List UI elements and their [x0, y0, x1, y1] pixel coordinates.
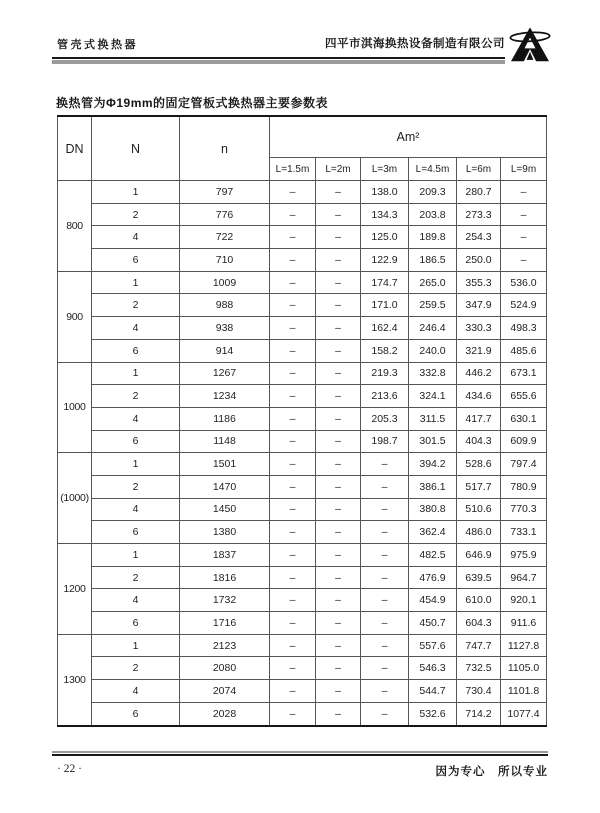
area-value-cell: 770.3 — [501, 498, 547, 521]
area-value-cell: – — [316, 271, 361, 294]
area-value-cell: 355.3 — [457, 271, 501, 294]
area-value-cell: – — [316, 521, 361, 544]
area-value-cell: 797.4 — [501, 453, 547, 476]
area-value-cell: – — [270, 203, 316, 226]
area-value-cell: 714.2 — [457, 702, 501, 725]
area-value-cell: – — [316, 181, 361, 204]
area-value-cell: 646.9 — [457, 544, 501, 567]
area-value-cell: 246.4 — [409, 317, 457, 340]
area-value-cell: 189.8 — [409, 226, 457, 249]
pass-count-cell: 1 — [92, 271, 180, 294]
area-value-cell: – — [361, 475, 409, 498]
tube-count-cell: 988 — [180, 294, 270, 317]
pass-count-cell: 6 — [92, 521, 180, 544]
table-row — [58, 249, 547, 272]
area-value-cell: – — [361, 453, 409, 476]
area-value-cell: 517.7 — [457, 475, 501, 498]
col-header-tubes: n — [180, 116, 270, 181]
area-value-cell: 162.4 — [361, 317, 409, 340]
area-value-cell: 273.3 — [457, 203, 501, 226]
area-value-cell: 324.1 — [409, 385, 457, 408]
area-value-cell: 544.7 — [409, 680, 457, 703]
area-value-cell: – — [361, 566, 409, 589]
footer-rule — [52, 751, 548, 756]
area-value-cell: 532.6 — [409, 702, 457, 725]
pass-count-cell: 2 — [92, 385, 180, 408]
area-value-cell: 386.1 — [409, 475, 457, 498]
area-value-cell: 240.0 — [409, 339, 457, 362]
table-row — [58, 566, 547, 589]
pass-count-cell: 2 — [92, 475, 180, 498]
area-value-cell: 630.1 — [501, 407, 547, 430]
area-value-cell: 476.9 — [409, 566, 457, 589]
area-value-cell: – — [316, 294, 361, 317]
area-value-cell: 404.3 — [457, 430, 501, 453]
dn-cell: 800 — [58, 181, 92, 272]
table-row — [58, 181, 547, 204]
area-value-cell: 454.9 — [409, 589, 457, 612]
area-value-cell: – — [316, 589, 361, 612]
tube-count-cell: 2080 — [180, 657, 270, 680]
pass-count-cell: 4 — [92, 498, 180, 521]
area-value-cell: 259.5 — [409, 294, 457, 317]
area-value-cell: – — [316, 385, 361, 408]
table-row — [58, 589, 547, 612]
pass-count-cell: 6 — [92, 430, 180, 453]
parameters-table-head — [58, 116, 547, 181]
col-header-n: N — [92, 116, 180, 181]
pass-count-cell: 1 — [92, 634, 180, 657]
area-value-cell: 209.3 — [409, 181, 457, 204]
dn-cell: 1000 — [58, 362, 92, 453]
area-value-cell: 203.8 — [409, 203, 457, 226]
area-value-cell: 780.9 — [501, 475, 547, 498]
area-value-cell: – — [361, 521, 409, 544]
area-value-cell: 450.7 — [409, 612, 457, 635]
area-value-cell: – — [361, 498, 409, 521]
pass-count-cell: 1 — [92, 544, 180, 567]
page-title: 换热管为Φ19mm的固定管板式换热器主要参数表 — [56, 96, 329, 110]
col-header-dn: DN — [58, 116, 92, 181]
area-value-cell: 125.0 — [361, 226, 409, 249]
area-value-cell: 485.6 — [501, 339, 547, 362]
area-value-cell: – — [501, 203, 547, 226]
area-value-cell: 417.7 — [457, 407, 501, 430]
tube-count-cell: 1816 — [180, 566, 270, 589]
area-value-cell: – — [361, 544, 409, 567]
tube-count-cell: 2028 — [180, 702, 270, 725]
table-row — [58, 680, 547, 703]
area-value-cell: 486.0 — [457, 521, 501, 544]
area-value-cell: 311.5 — [409, 407, 457, 430]
area-value-cell: – — [501, 249, 547, 272]
area-value-cell: 730.4 — [457, 680, 501, 703]
area-value-cell: 122.9 — [361, 249, 409, 272]
area-value-cell: 213.6 — [361, 385, 409, 408]
area-value-cell: – — [270, 589, 316, 612]
area-value-cell: 733.1 — [501, 521, 547, 544]
col-header-length: L=4.5m — [409, 158, 457, 181]
table-row — [58, 385, 547, 408]
tube-count-cell: 797 — [180, 181, 270, 204]
area-value-cell: 557.6 — [409, 634, 457, 657]
area-value-cell: – — [270, 317, 316, 340]
area-value-cell: – — [316, 657, 361, 680]
tube-count-cell: 1186 — [180, 407, 270, 430]
area-value-cell: 609.9 — [501, 430, 547, 453]
area-value-cell: 301.5 — [409, 430, 457, 453]
pass-count-cell: 4 — [92, 589, 180, 612]
tube-count-cell: 710 — [180, 249, 270, 272]
col-header-length: L=6m — [457, 158, 501, 181]
area-value-cell: 198.7 — [361, 430, 409, 453]
area-value-cell: 362.4 — [409, 521, 457, 544]
area-value-cell: 1105.0 — [501, 657, 547, 680]
area-value-cell: 174.7 — [361, 271, 409, 294]
table-row — [58, 544, 547, 567]
pass-count-cell: 2 — [92, 294, 180, 317]
tube-count-cell: 722 — [180, 226, 270, 249]
area-value-cell: – — [270, 385, 316, 408]
area-value-cell: 498.3 — [501, 317, 547, 340]
tube-count-cell: 1148 — [180, 430, 270, 453]
pass-count-cell: 4 — [92, 226, 180, 249]
area-value-cell: 171.0 — [361, 294, 409, 317]
area-value-cell: 254.3 — [457, 226, 501, 249]
pass-count-cell: 1 — [92, 362, 180, 385]
tube-count-cell: 1380 — [180, 521, 270, 544]
col-header-length: L=9m — [501, 158, 547, 181]
tube-count-cell: 1009 — [180, 271, 270, 294]
pass-count-cell: 1 — [92, 453, 180, 476]
area-value-cell: 639.5 — [457, 566, 501, 589]
tube-count-cell: 1450 — [180, 498, 270, 521]
area-value-cell: – — [361, 657, 409, 680]
tube-count-cell: 1234 — [180, 385, 270, 408]
area-value-cell: 528.6 — [457, 453, 501, 476]
tube-count-cell: 914 — [180, 339, 270, 362]
table-row — [58, 294, 547, 317]
area-value-cell: – — [270, 339, 316, 362]
area-value-cell: 732.5 — [457, 657, 501, 680]
area-value-cell: 321.9 — [457, 339, 501, 362]
area-value-cell: – — [270, 566, 316, 589]
area-value-cell: – — [270, 702, 316, 725]
area-value-cell: – — [501, 181, 547, 204]
tube-count-cell: 1501 — [180, 453, 270, 476]
area-value-cell: – — [270, 362, 316, 385]
pass-count-cell: 4 — [92, 407, 180, 430]
pass-count-cell: 1 — [92, 181, 180, 204]
area-value-cell: – — [270, 634, 316, 657]
area-value-cell: 205.3 — [361, 407, 409, 430]
area-value-cell: – — [316, 498, 361, 521]
pass-count-cell: 4 — [92, 317, 180, 340]
area-value-cell: – — [316, 226, 361, 249]
area-value-cell: 347.9 — [457, 294, 501, 317]
tube-count-cell: 776 — [180, 203, 270, 226]
area-value-cell: 134.3 — [361, 203, 409, 226]
area-value-cell: – — [270, 249, 316, 272]
area-value-cell: 332.8 — [409, 362, 457, 385]
area-value-cell: – — [361, 612, 409, 635]
col-header-length: L=2m — [316, 158, 361, 181]
area-value-cell: 446.2 — [457, 362, 501, 385]
header-section-title: 管壳式换热器 — [57, 39, 138, 51]
table-row — [58, 226, 547, 249]
tube-count-cell: 1470 — [180, 475, 270, 498]
area-value-cell: – — [270, 271, 316, 294]
area-value-cell: 604.3 — [457, 612, 501, 635]
table-row — [58, 612, 547, 635]
area-value-cell: – — [316, 544, 361, 567]
area-value-cell: 280.7 — [457, 181, 501, 204]
area-value-cell: – — [316, 339, 361, 362]
tube-count-cell: 1716 — [180, 612, 270, 635]
footer-page-number: · 22 · — [57, 763, 82, 775]
area-value-cell: 482.5 — [409, 544, 457, 567]
table-row — [58, 498, 547, 521]
area-value-cell: – — [316, 453, 361, 476]
area-value-cell: 250.0 — [457, 249, 501, 272]
pass-count-cell: 2 — [92, 566, 180, 589]
area-value-cell: – — [270, 521, 316, 544]
table-row — [58, 362, 547, 385]
area-value-cell: – — [270, 657, 316, 680]
table-header-row — [58, 116, 547, 158]
area-value-cell: – — [316, 634, 361, 657]
area-value-cell: – — [361, 680, 409, 703]
table-row — [58, 657, 547, 680]
area-value-cell: – — [316, 475, 361, 498]
area-value-cell: 1101.8 — [501, 680, 547, 703]
area-value-cell: 186.5 — [409, 249, 457, 272]
area-value-cell: – — [316, 362, 361, 385]
area-value-cell: – — [270, 475, 316, 498]
area-value-cell: – — [270, 430, 316, 453]
dn-cell: 900 — [58, 271, 92, 362]
area-value-cell: 158.2 — [361, 339, 409, 362]
table-row — [58, 271, 547, 294]
area-value-cell: – — [316, 612, 361, 635]
table-row — [58, 407, 547, 430]
area-value-cell: – — [361, 589, 409, 612]
area-value-cell: – — [361, 634, 409, 657]
table-row — [58, 203, 547, 226]
area-value-cell: 330.3 — [457, 317, 501, 340]
area-value-cell: 524.9 — [501, 294, 547, 317]
table-row — [58, 475, 547, 498]
footer-slogan: 因为专心 所以专业 — [435, 766, 548, 778]
tube-count-cell: 1732 — [180, 589, 270, 612]
pass-count-cell: 6 — [92, 249, 180, 272]
area-value-cell: – — [316, 566, 361, 589]
parameters-table — [57, 115, 547, 727]
pass-count-cell: 2 — [92, 203, 180, 226]
area-value-cell: – — [316, 203, 361, 226]
area-value-cell: 911.6 — [501, 612, 547, 635]
dn-cell: 1300 — [58, 634, 92, 725]
area-value-cell: – — [316, 680, 361, 703]
col-header-length: L=3m — [361, 158, 409, 181]
header-company-name: 四平市淇海换热设备制造有限公司 — [325, 38, 505, 50]
area-value-cell: – — [270, 181, 316, 204]
area-value-cell: 655.6 — [501, 385, 547, 408]
area-value-cell: – — [270, 680, 316, 703]
area-value-cell: 510.6 — [457, 498, 501, 521]
area-value-cell: – — [316, 702, 361, 725]
area-value-cell: – — [270, 544, 316, 567]
pass-count-cell: 4 — [92, 680, 180, 703]
header-rule — [52, 57, 505, 64]
area-value-cell: – — [361, 702, 409, 725]
area-value-cell: 265.0 — [409, 271, 457, 294]
table-row — [58, 634, 547, 657]
pass-count-cell: 6 — [92, 702, 180, 725]
table-row — [58, 339, 547, 362]
area-value-cell: 1077.4 — [501, 702, 547, 725]
area-value-cell: – — [270, 407, 316, 430]
area-value-cell: 138.0 — [361, 181, 409, 204]
area-value-cell: 434.6 — [457, 385, 501, 408]
tube-count-cell: 1267 — [180, 362, 270, 385]
area-value-cell: – — [316, 430, 361, 453]
area-value-cell: 610.0 — [457, 589, 501, 612]
pass-count-cell: 2 — [92, 657, 180, 680]
area-value-cell: 1127.8 — [501, 634, 547, 657]
tube-count-cell: 2123 — [180, 634, 270, 657]
tube-count-cell: 938 — [180, 317, 270, 340]
tube-count-cell: 1837 — [180, 544, 270, 567]
pass-count-cell: 6 — [92, 612, 180, 635]
area-value-cell: – — [270, 226, 316, 249]
tube-count-cell: 2074 — [180, 680, 270, 703]
area-value-cell: 964.7 — [501, 566, 547, 589]
col-header-area: Am² — [270, 116, 547, 158]
table-row — [58, 317, 547, 340]
dn-cell: (1000) — [58, 453, 92, 544]
table-row — [58, 430, 547, 453]
area-value-cell: – — [316, 407, 361, 430]
area-value-cell: – — [270, 498, 316, 521]
area-value-cell: 920.1 — [501, 589, 547, 612]
table-row — [58, 521, 547, 544]
col-header-length: L=1.5m — [270, 158, 316, 181]
area-value-cell: – — [270, 612, 316, 635]
area-value-cell: – — [270, 294, 316, 317]
area-value-cell: 219.3 — [361, 362, 409, 385]
area-value-cell: – — [501, 226, 547, 249]
area-value-cell: 394.2 — [409, 453, 457, 476]
area-value-cell: 380.8 — [409, 498, 457, 521]
area-value-cell: – — [316, 249, 361, 272]
company-logo-icon — [507, 26, 553, 64]
table-row — [58, 702, 547, 725]
area-value-cell: 536.0 — [501, 271, 547, 294]
dn-cell: 1200 — [58, 544, 92, 635]
area-value-cell: 546.3 — [409, 657, 457, 680]
parameters-table-body — [58, 181, 547, 726]
area-value-cell: – — [316, 317, 361, 340]
pass-count-cell: 6 — [92, 339, 180, 362]
area-value-cell: – — [270, 453, 316, 476]
table-row — [58, 453, 547, 476]
area-value-cell: 673.1 — [501, 362, 547, 385]
area-value-cell: 747.7 — [457, 634, 501, 657]
area-value-cell: 975.9 — [501, 544, 547, 567]
